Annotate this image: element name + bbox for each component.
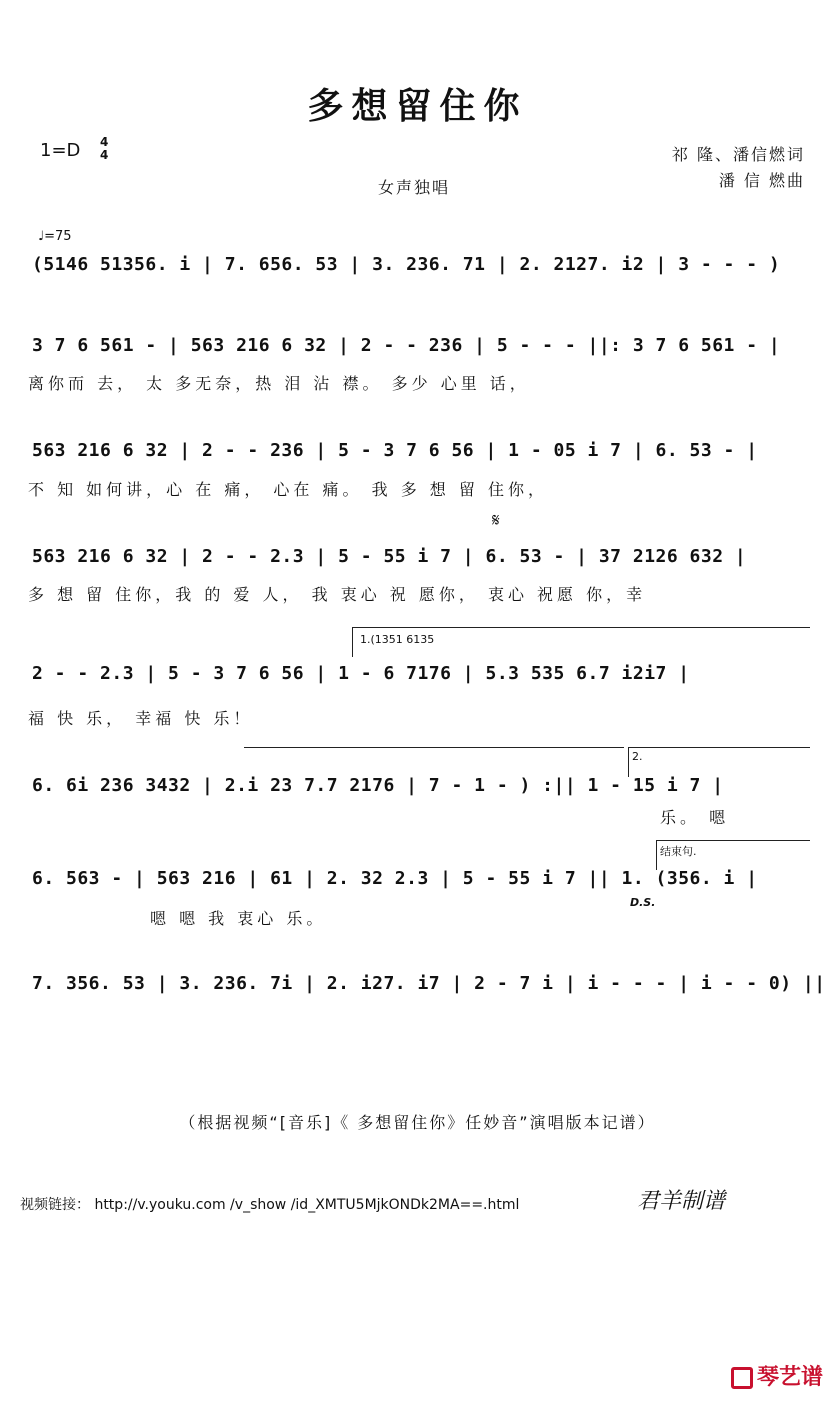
- time-signature-top: 4: [100, 135, 109, 149]
- notation-line-8: 7. 356. 53 | 3. 236. 7i | 2. i27. i7 | 2 - 7 i | i - - - | i - - 0) ||: [32, 973, 826, 994]
- time-signature-bottom: 4: [100, 148, 109, 162]
- video-link: 视频链接： http://v.youku.com /v_show /id_XMTU5MjkONDk2MA==.html: [20, 1197, 520, 1213]
- lyrics-line-2: 不 知 如何讲，心 在 痛， 心在 痛。 我 多 想 留 住你，: [28, 480, 548, 499]
- volta-1-bracket-start: [352, 627, 353, 657]
- time-signature: [100, 136, 108, 162]
- lyricist-credit: 祁 隆、潘信燃词: [671, 145, 805, 164]
- second-ending: 2.: [632, 750, 643, 763]
- notation-line-6: 6. 6i 236 3432 | 2.i 23 7.7 2176 | 7 - 1 - ) :|| 1 - 15 i 7 |: [32, 775, 724, 796]
- ending-bracket-start: [656, 840, 657, 870]
- notation-line-1: (5146 51356. i | 7. 656. 53 | 3. 236. 71 | 2. 2127. i2 | 3 - - - ): [32, 254, 781, 275]
- source-note: （根据视频“[音乐]《 多想留住你》任妙音”演唱版本记谱）: [179, 1113, 656, 1132]
- lyrics-line-4: 福 快 乐， 幸福 快 乐！: [28, 709, 254, 728]
- volta-2-bracket-start: [628, 747, 629, 777]
- lyrics-line-3: 多 想 留 住你，我 的 爱 人， 我 衷心 祝 愿你， 衷心 祝愿 你，幸: [28, 585, 647, 604]
- key-signature: 1=D: [40, 140, 81, 161]
- composer-credit: 潘 信 燃曲: [718, 171, 805, 190]
- notation-line-3: 563 216 6 32 | 2 - - 236 | 5 - 3 7 6 56 | 1 - 05 i 7 | 6. 53 - |: [32, 440, 758, 461]
- first-ending: 1.(1351 6135: [360, 633, 435, 646]
- voice-type: 女声独唱: [378, 178, 451, 197]
- song-title: 多想留住你: [307, 85, 528, 127]
- watermark-logo: [731, 1360, 823, 1391]
- lyrics-line-6: 嗯 嗯 我 衷心 乐。: [150, 909, 327, 928]
- watermark-text: 琴艺谱: [756, 1365, 823, 1390]
- volta-1-bracket: [352, 627, 810, 628]
- ending-label: 结束句.: [660, 845, 697, 858]
- notation-line-5: 2 - - 2.3 | 5 - 3 7 6 56 | 1 - 6 7176 | 5.3 535 6.7 i2i7 |: [32, 663, 690, 684]
- lyrics-line-5: 乐。 嗯: [660, 808, 730, 827]
- lyrics-line-1: 离你而 去， 太 多无奈，热 泪 沾 襟。 多少 心里 话，: [28, 374, 530, 393]
- logo-icon: [731, 1367, 753, 1389]
- volta-2-bracket: [628, 747, 810, 748]
- notation-line-4: 563 216 6 32 | 2 - - 2.3 | 5 - 55 i 7 | 6. 53 - | 37 2126 632 |: [32, 546, 747, 567]
- ending-bracket: [656, 840, 810, 841]
- volta-1-bracket-cont: [244, 747, 624, 748]
- notation-line-2: 3 7 6 561 - | 563 216 6 32 | 2 - - 236 | 5 - - - ||: 3 7 6 561 - |: [32, 335, 781, 356]
- transcriber-signature: 君羊制谱: [637, 1189, 726, 1214]
- notation-line-7: 6. 563 - | 563 216 | 61 | 2. 32 2.3 | 5 - 55 i 7 || 1. (356. i |: [32, 868, 758, 889]
- segno-symbol: 𝄋: [492, 510, 500, 531]
- tempo-mark: ♩=75: [38, 229, 72, 244]
- ds-mark: D.S.: [630, 896, 656, 909]
